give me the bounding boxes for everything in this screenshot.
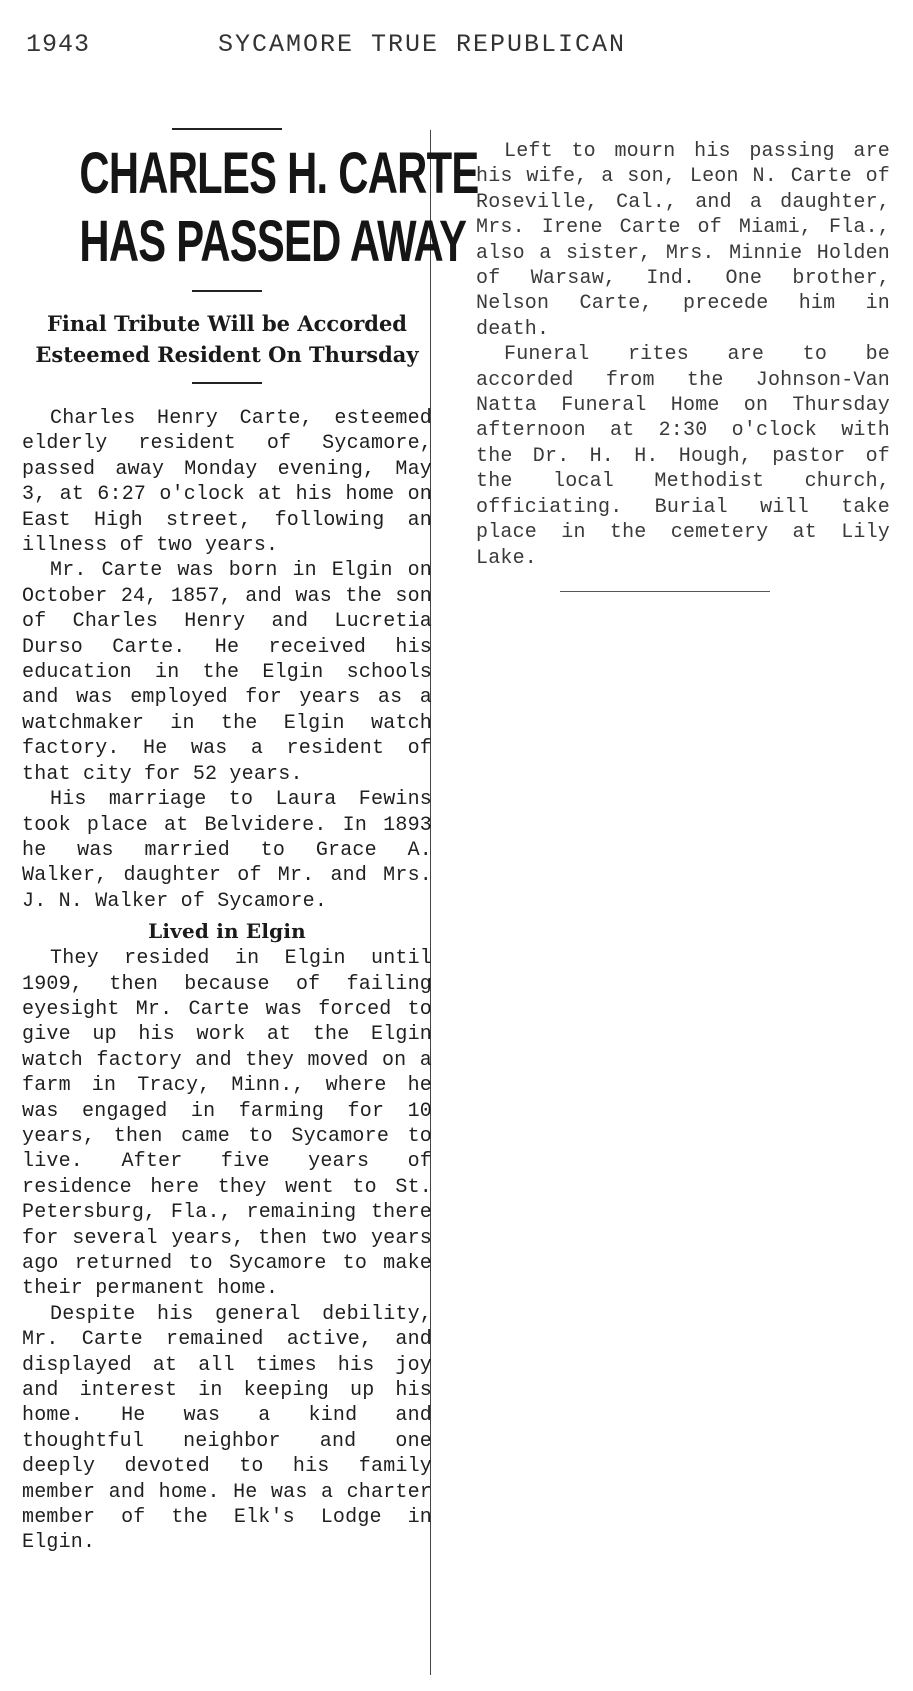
headline-line-2: HAS PASSED AWAY bbox=[79, 209, 467, 274]
paragraph-residence: They resided in Elgin until 1909, then because of failing eyesight Mr. Carte was forced to give up his work at the Elgin watch factory and they moved on a farm in Tracy, Minn., where he was engaged in farming for 10 years, then came to Sycamore to live. After five years of residence here they went to St. Petersburg, Fla., remaining there for several years, then two years ago returned to Sycamore to make their permanent home. bbox=[22, 947, 432, 1301]
paragraph-intro: Charles Henry Carte, esteemed elderly resident of Sycamore, passed away Monday evening, May 3, at 6:27 o'clock at his home on East High street, following an illness of two years. bbox=[22, 407, 432, 558]
headline-line-1: CHARLES H. CARTE bbox=[79, 141, 479, 206]
paragraph-marriage: His marriage to Laura Fewins took place at Belvidere. In 1893 he was married to Grace A. Walker, daughter of Mr. and Mrs. J. N. Walker of Sycamore. bbox=[22, 788, 432, 913]
article-end-rule bbox=[560, 591, 770, 592]
subhead-rule bbox=[192, 382, 262, 384]
article-body-continued bbox=[476, 139, 890, 571]
paragraph-survivors: Left to mourn his passing are his wife, a son, Leon N. Carte of Roseville, Cal., and a daughter, Mrs. Irene Carte of Miami, Fla., also a sister, Mrs. Minnie Holden of Warsaw, Ind. One brother, Nelson Carte, precede him in death. bbox=[476, 140, 890, 341]
headline-top-rule bbox=[172, 128, 282, 130]
paragraph-funeral: Funeral rites are to be accorded from the Johnson-Van Natta Funeral Home on Thursday afternoon at 2:30 o'clock with the Dr. H. H. Hough, pastor of the local Methodist church, officiating. Burial will take place in the cemetery at Lily Lake. bbox=[476, 343, 890, 570]
paragraph-character: Despite his general debility, Mr. Carte remained active, and displayed at all times his joy and interest in keeping up his home. He was a kind and thoughtful neighbor and one deeply devoted to his family member and home. He was a charter member of the Elk's Lodge in Elgin. bbox=[22, 1302, 432, 1555]
paragraph-birth: Mr. Carte was born in Elgin on October 24, 1857, and was the son of Charles Henry and Lucretia Durso Carte. He received his education in the Elgin schools and was employed for years as a watchmaker in the Elgin watch factory. He was a resident of that city for 52 years. bbox=[22, 559, 432, 786]
article-body bbox=[22, 406, 432, 1556]
left-column bbox=[22, 128, 479, 1556]
subheadline: Final Tribute Will be Accorded Esteemed Resident On Thursday bbox=[35, 311, 419, 367]
header-year: 1943 bbox=[26, 30, 91, 59]
newspaper-name: SYCAMORE TRUE REPUBLICAN bbox=[218, 30, 627, 59]
right-column bbox=[476, 139, 890, 592]
headline-bottom-rule bbox=[192, 290, 262, 292]
section-heading: Lived in Elgin bbox=[148, 919, 306, 944]
